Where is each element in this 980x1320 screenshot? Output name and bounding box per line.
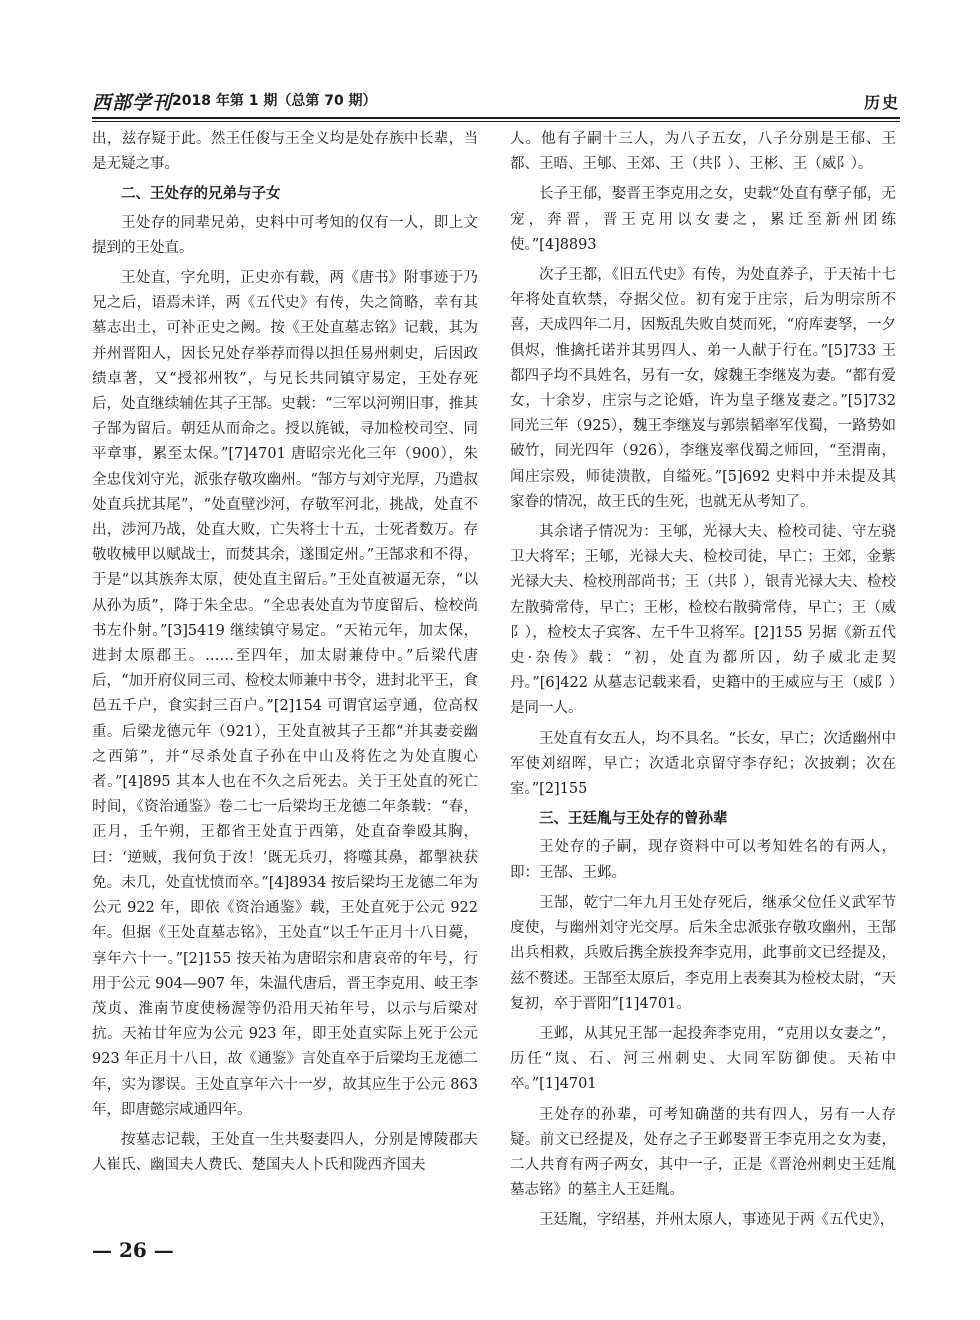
paragraph: 王处存的子嗣，现存资料中可以考知姓名的有两人，即：王郜、王邺。 xyxy=(510,839,896,881)
header-rule-thin xyxy=(92,121,900,122)
paragraph: 王处直，字允明，正史亦有载，两《唐书》附事迹于乃兄之后，语焉未详，两《五代史》有传，失之简略，幸有其墓志出土，可补正史之阙。按《王处直墓志铭》记载，其为并州晋阳人，因长兄处存举荐而得以担任易州刺史，后因政绩卓著，又“授祁州牧”，与兄长共同镇守易定，王处存死后，处直继续辅佐其子王郜。史载：“三军以河朔旧事，推其子郜为留后。朝廷从而命之。授以旄钺，寻加检校司空、同平章事，累至太保。”[7]4701 唐昭宗光化三年（900），朱全忠伐刘守光，派张存敬攻幽州。“郜方与刘守光厚，乃遣叔处直兵扰其尾”，“处直壁沙河，存敬军河北，挑战，处直不出，涉河乃战，处直大败，亡失将士十五，士死者数万。存敬收械甲以赋战士，而焚其余，遂围定州。”王郜求和不得，于是“以其族奔太原，使处直主留后。”王处直被逼无奈，“以从孙为质”，降于朱全忠。“全忠表处直为节度留后、检校尚书左仆射。”[3]5419 继续镇守易定。“天祐元年，加太保，进封太原郡王。……至四年，加太尉兼侍中。”后梁代唐后，“加开府仪同三司、检校太师兼中书令，进封北平王，食邑五千户，食实封三百户。”[2]154 可谓官运亨通，位高权重。后梁龙德元年（921），王处直被其子王都“并其妻妾幽之西第”，并“尽杀处直子孙在中山及将佐之为处直腹心者。”[4]895 其本人也在不久之后死去。关于王处直的死亡时间，《资治通鉴》卷二七一后梁均王龙德二年条载：“春，正月，壬午朔，王都省王处直于西第，处直奋拳殴其胸，曰：‘逆贼，我何负于汝！’既无兵刃，将噬其鼻，都掣袂获免。未几，处直忧愤而卒。”[4]8934 按后梁均王龙德二年为公元 922 年，即依《资治通鉴》载，王处直死于公元 922 年。但据《王处直墓志铭》，王处直“以壬午正月十八日薨，享年六十一。”[2]155 按天祐为唐昭宗和唐哀帝的年号，行用于公元 904—907 年，朱温代唐后，晋王李克用、岐王李茂贞、淮南节度使杨渥等仍沿用天祐年号，以示与后梁对抗。天祐廿年应为公元 923 年，即王处直实际上死于公元 923 年正月十八日，故《通鉴》言处直卒于后梁均王龙德二年，实为谬误。王处直享年六十一岁，故其应生于公元 863 年，即唐懿宗咸通四年。 xyxy=(92,270,478,1118)
paragraph: 王处直有女五人，均不具名。“长女，早亡；次适幽州中军使刘绍晖，早亡；次适北京留守李存纪；次披剃；次在室。”[2]155 xyxy=(510,730,896,798)
paragraph: 出，兹存疑于此。然王任俊与王全义均是处存族中长辈，当是无疑之事。 xyxy=(92,131,478,173)
header-rule-thick xyxy=(92,117,900,119)
section-heading: 三、王廷胤与王处存的曾孙辈 xyxy=(539,811,728,828)
left-column xyxy=(92,127,478,1237)
journal-issue: 2018 年第 1 期（总第 70 期） xyxy=(172,93,377,109)
paragraph: 王处存的同辈兄弟，史料中可考知的仅有一人，即上文提到的王处直。 xyxy=(92,214,478,256)
paragraph: 人。他有子嗣十三人，为八子五女，八子分别是王郁、王都、王晤、王郇、王郊、王（共阝）、王彬、王（威阝）。 xyxy=(510,131,896,173)
page-number: — 26 — xyxy=(92,1238,174,1262)
paragraph: 次子王都，《旧五代史》有传，为处直养子，于天祐十七年将处直软禁，夺据父位。初有宠于庄宗，后为明宗所不喜，天成四年二月，因叛乱失败自焚而死，“府库妻孥，一夕俱烬，惟擒托诺并其男四人、弟一人献于行在。”[5]733 王都四子均不具姓名，另有一女，嫁魏王李继岌为妻。“都有爱女，十余岁，庄宗与之论婚，许为皇子继岌妻之。”[5]732 同光三年（925），魏王李继岌与郭崇韬率军伐蜀，一路势如破竹，同光四年（926），李继岌率伐蜀之师回，“至渭南，闻庄宗殁，师徒溃散，自缢死。”[5]692 史料中并未提及其家眷的情况，故王氏的生死，也就无从考知了。 xyxy=(510,267,896,510)
paragraph: 王郜，乾宁二年九月王处存死后，继承父位任义武军节度使，与幽州刘守光交厚。后朱全忠派张存敬攻幽州，王郜出兵相救，兵败后携全族投奔李克用，此事前文已经提及，兹不赘述。王郜至太原后，李克用上表奏其为检校太尉，“天复初，卒于晋阳”[1]4701。 xyxy=(510,894,896,1012)
right-column xyxy=(510,127,896,1237)
paragraph: 按墓志记载，王处直一生共娶妻四人，分别是博陵郡夫人崔氏、幽国夫人费氏、楚国夫人卜氏和陇西齐国夫 xyxy=(92,1131,478,1174)
paragraph: 其余诸子情况为：王郇，光禄大夫、检校司徒、守左骁卫大将军；王郇，光禄大夫、检校司徒，早亡；王郊，金紫光禄大夫、检校刑部尚书；王（共阝），银青光禄大夫、检校左散骑常侍，早亡；王彬，检校右散骑常侍，早亡；王（威阝），检校太子宾客、左千牛卫将军。[2]155 另据《新五代史·杂传》载：“初，处直为都所囚，幼子威北走契丹。”[6]422 从墓志记载来看，史籍中的王威应与王（威阝）是同一人。 xyxy=(510,524,896,717)
paragraph: 王邺，从其兄王郜一起投奔李克用，“克用以女妻之”，历任“岚、石、河三州刺史、大同军防御使。天祐中卒。”[1]4701 xyxy=(510,1025,896,1093)
paragraph: 王廷胤，字绍基，并州太原人，事迹见于两《五代史》， xyxy=(539,1212,895,1229)
journal-logo: 西部学刊 xyxy=(92,92,173,114)
paragraph: 长子王郁，娶晋王李克用之女，史载“处直有孽子郁，无宠，奔晋，晋王克用以女妻之，累迁至新州团练使。”[4]8893 xyxy=(510,186,896,253)
page-header xyxy=(92,86,900,116)
section-tag: 历史 xyxy=(863,93,900,112)
paragraph: 王处存的孙辈，可考知确凿的共有四人，另有一人存疑。前文已经提及，处存之子王邺娶晋王李克用之女为妻，二人共育有两子两女，其中一子，正是《晋沧州刺史王廷胤墓志铭》的墓主人王廷胤。 xyxy=(510,1106,896,1199)
section-heading: 二、王处存的兄弟与子女 xyxy=(121,186,281,203)
